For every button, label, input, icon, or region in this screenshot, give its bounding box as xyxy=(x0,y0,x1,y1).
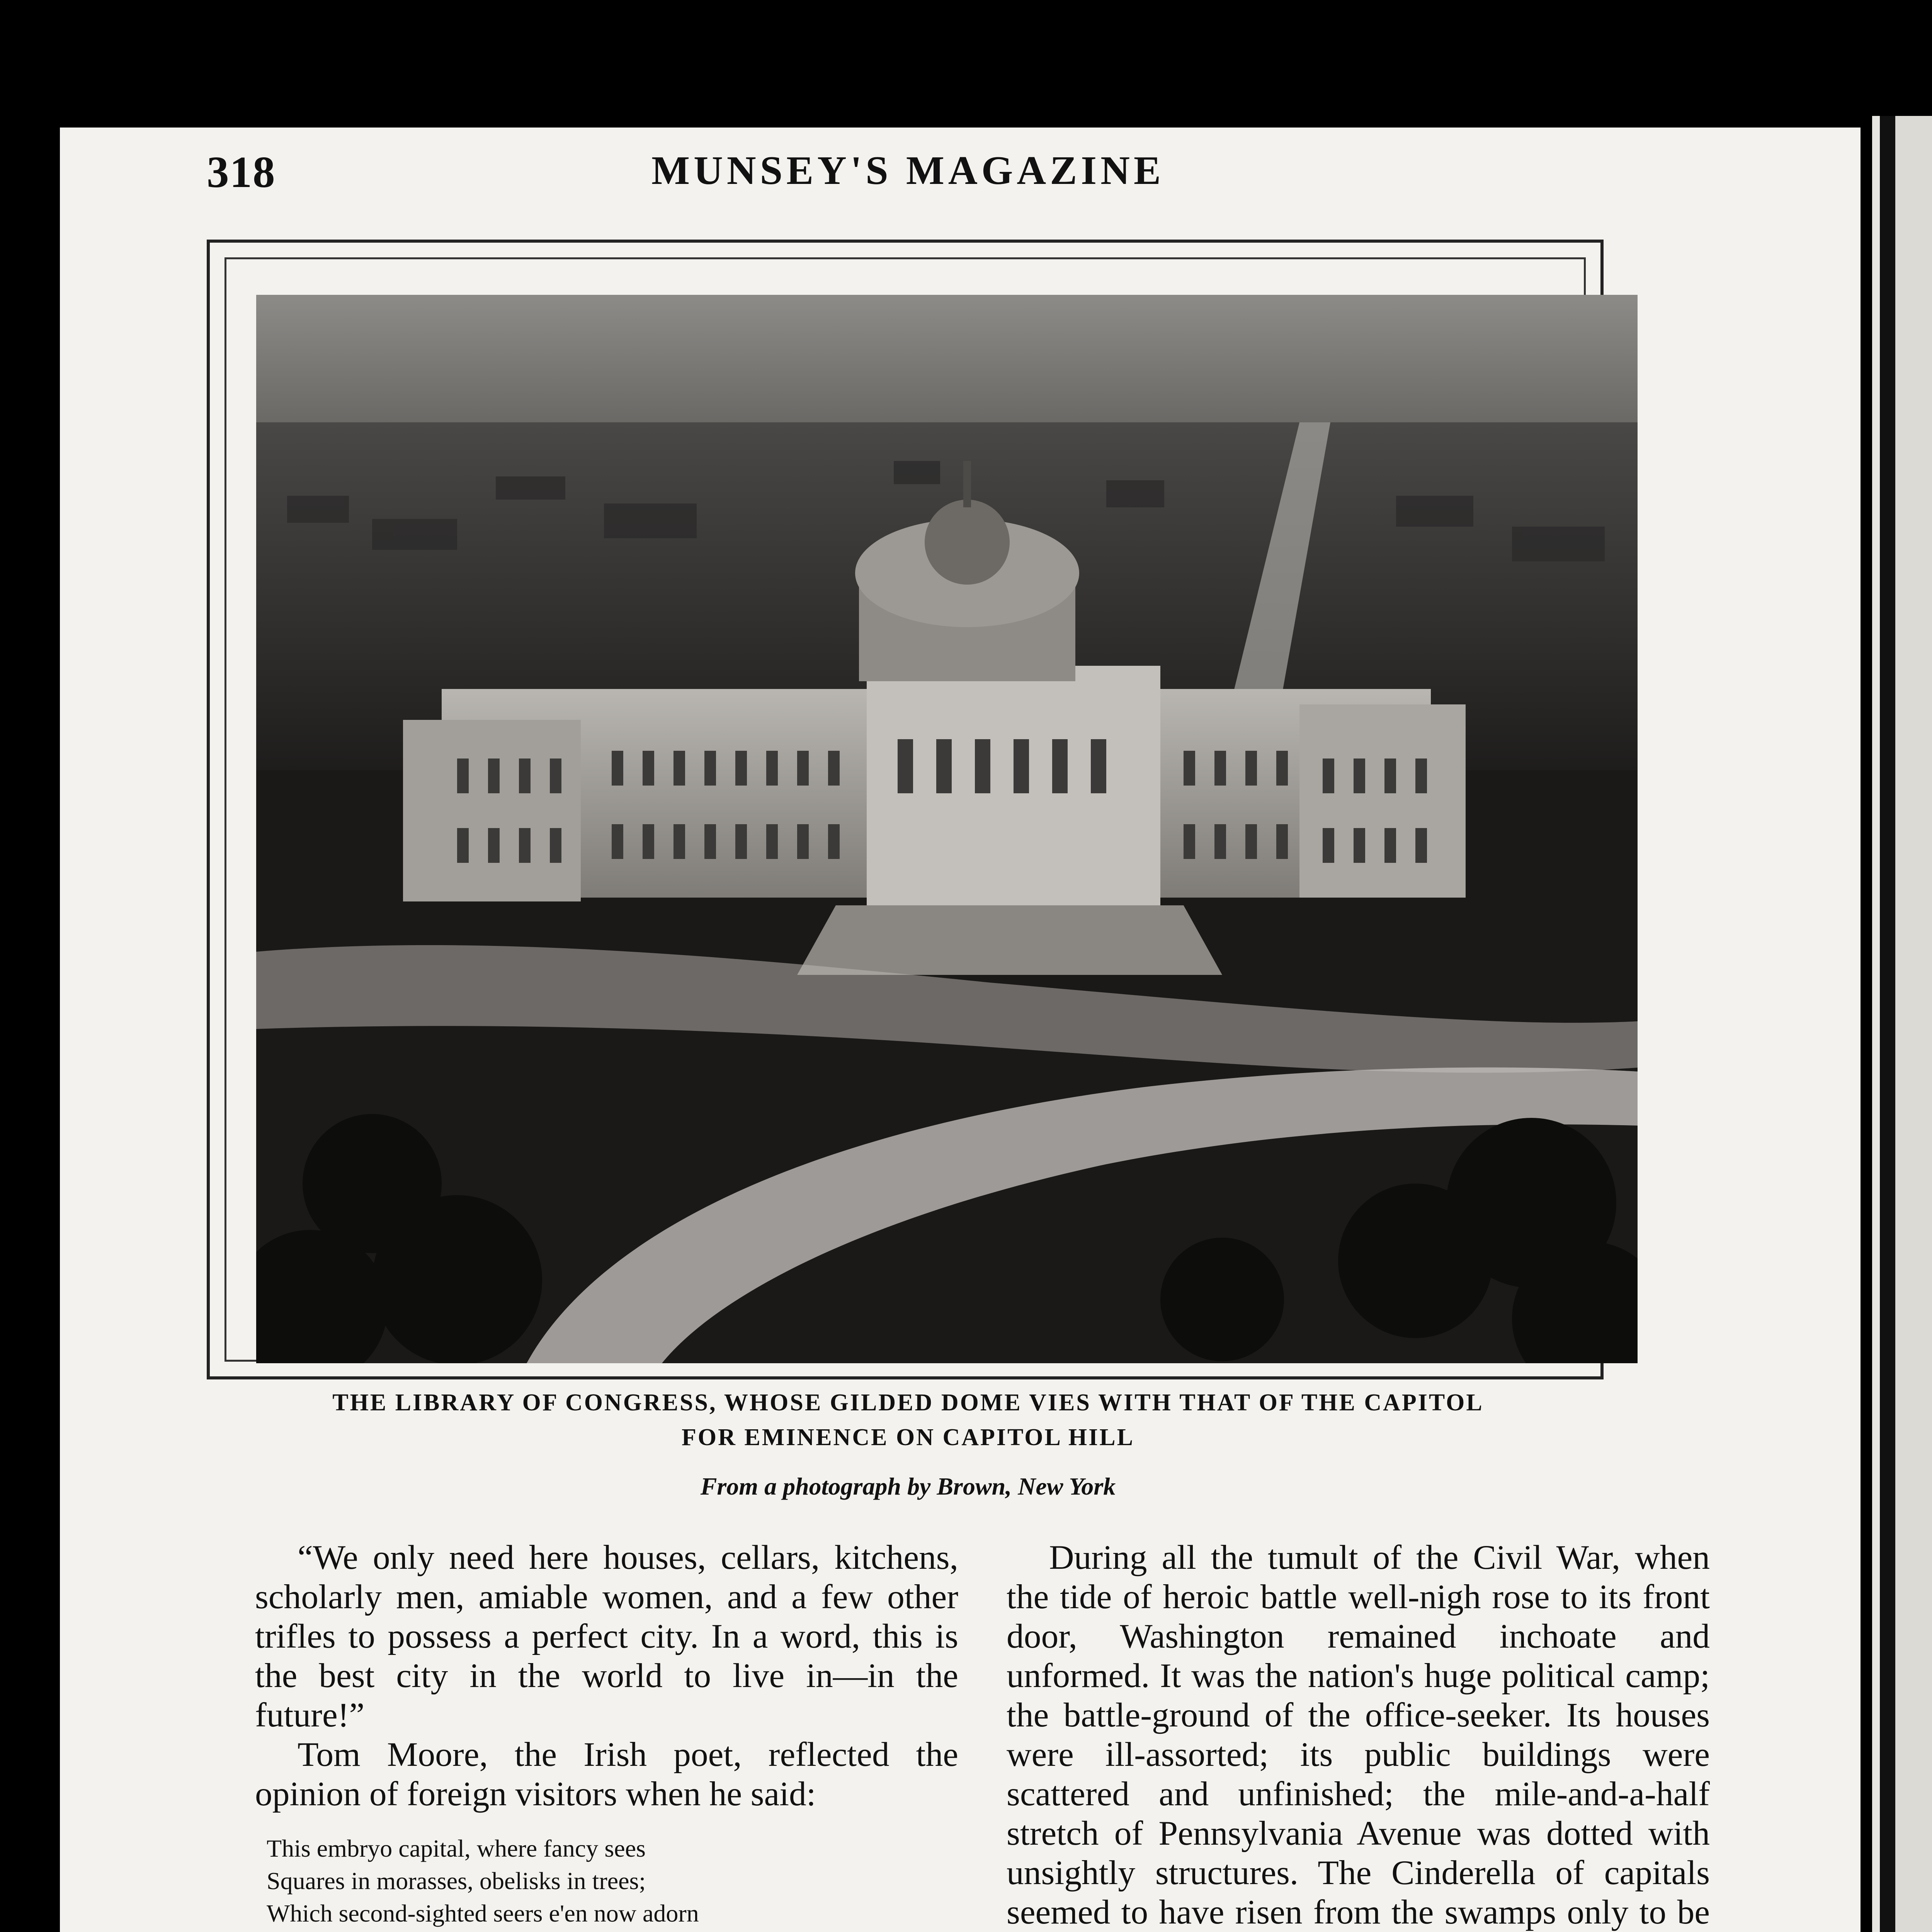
poem-quote xyxy=(255,1832,958,1932)
running-head: MUNSEY'S MAGAZINE xyxy=(651,148,1165,193)
right-text-column xyxy=(1007,1538,1710,1932)
figure-caption-line-2: FOR EMINENCE ON CAPITOL HILL xyxy=(682,1424,1134,1451)
left-text-column xyxy=(255,1538,958,1932)
poem-line: Squares in morasses, obelisks in trees; xyxy=(267,1867,646,1895)
photo-credit: From a photograph by Brown, New York xyxy=(700,1473,1116,1500)
library-of-congress-photo xyxy=(256,295,1638,1363)
adjacent-page-edge xyxy=(1872,116,1932,1932)
paragraph: During all the tumult of the Civil War, when the tide of heroic battle well-nigh rose to its front door, Washington remained inchoate and unformed. It was the nation's huge political camp; the battle-ground of the office-seeker. Its houses were ill-assorted; its public buildings were scattered and unfinished; the mile-and-a-half stretch of Pennsylvania Avenue was dotted with unsightly structures. The Cinderella of capitals seemed to have risen from the swamps only to be xyxy=(1007,1538,1710,1931)
photo-frame xyxy=(207,240,1604,1379)
page-number: 318 xyxy=(207,148,276,197)
poem-line: This embryo capital, where fancy sees xyxy=(267,1835,646,1862)
figure-caption-line-1: THE LIBRARY OF CONGRESS, WHOSE GILDED DOME VIES WITH THAT OF THE CAPITOL xyxy=(332,1389,1484,1416)
poem-line xyxy=(267,1930,958,1932)
page-header xyxy=(207,147,1609,209)
paragraph: Tom Moore, the Irish poet, reflected the opinion of foreign visitors when he said: xyxy=(255,1735,958,1813)
paragraph: “We only need here houses, cellars, kitchens, scholarly men, amiable women, and a few other trifles to possess a perfect city. In a word, this is the best city in the world to live in—in the future!” xyxy=(255,1538,958,1734)
poem-line: Which second-sighted seers e'en now adorn xyxy=(267,1900,699,1927)
